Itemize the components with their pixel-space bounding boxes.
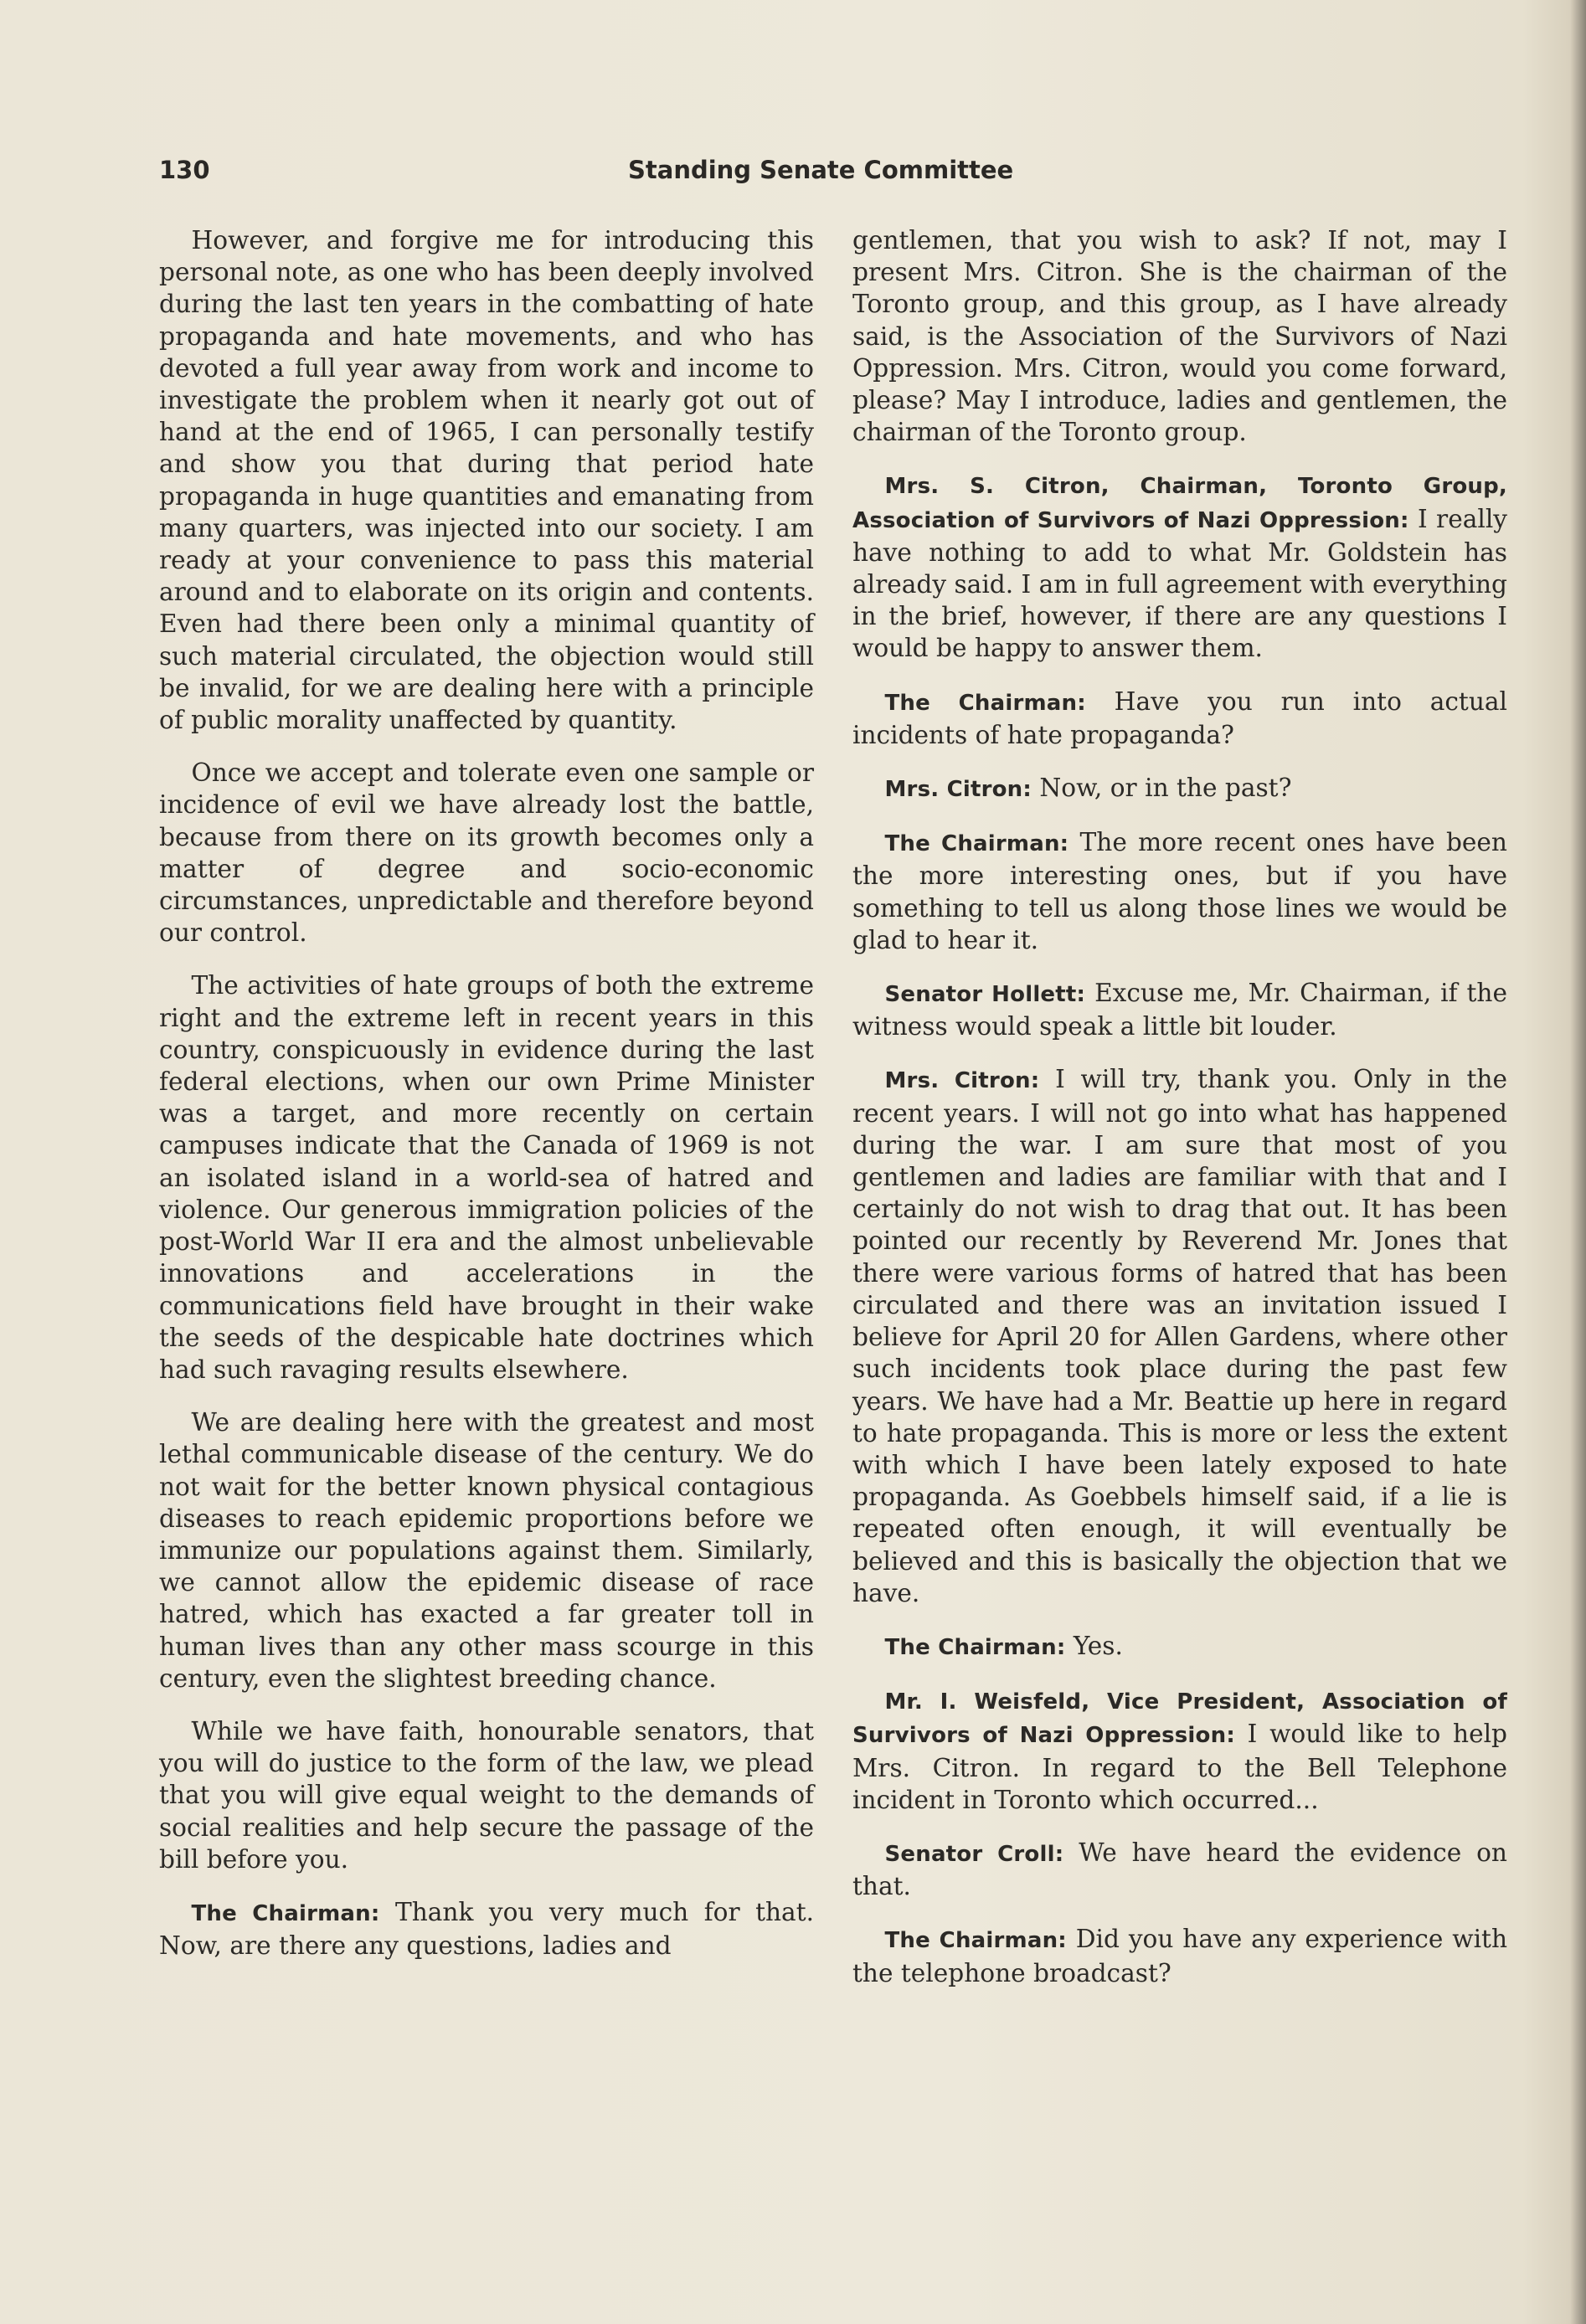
speech-text: Thank you very much for that. Now, are there any questions, ladies and [159, 1897, 814, 1961]
running-head: Standing Senate Committee [628, 156, 1014, 184]
paragraph-hate-groups: The activities of hate groups of both the extreme right and the extreme left in recent years in this country, conspicuously in evidence during the last federal elections, when our own Prime Minister was a target, and more recently on certain campuses indicate that the Canada of 1969 is not an isolated island in a world-sea of hatred and violence. Our generous immigration policies of the post-World War II era and the almost unbelievable innovations and accelerations in the communications field have brought in their wake the seeds of the despicable hate doctrines which had such ravaging results elsewhere. [159, 971, 814, 1384]
paragraph-personal-note: However, and forgive me for introducing this personal note, as one who has been deeply involved during the last ten years in the combatting of hate propaganda and hate movements, and who has devoted a full year away from work and income to investigate the problem when it nearly got out of hand at the end of 1965, I can personally testify and show you that during that period hate propaganda in huge quantities and emanating from many quarters, was injected into our society. I am ready at your convenience to pass this material around and to elaborate on its origin and contents. Even had there been only a minimal quantity of such material circulated, the objection would still be invalid, for we are dealing here with a principle of public morality unaffected by quantity. [159, 226, 814, 735]
speech-text: Now, or in the past? [1031, 774, 1292, 803]
speech-chairman-question [852, 686, 1507, 751]
speech-citron-now-or-past [852, 772, 1507, 805]
speech-hollett-louder [852, 977, 1507, 1042]
page-header [159, 156, 1516, 198]
speaker-name: Mrs. Citron: [884, 1068, 1040, 1094]
speech-croll [852, 1837, 1507, 1902]
speech-chairman-broadcast [852, 1923, 1507, 1988]
speaker-name: Senator Hollett: [884, 982, 1086, 1008]
paragraph-plea: While we have faith, honourable senators, that you will do justice to the form of the law, we plead that you will give equal weight to the demands of social realities and help secure the passage of the bill before you. [159, 1716, 814, 1874]
paragraph-tolerate-evil: Once we accept and tolerate even one sample or incidence of evil we have already lost the battle, because from there on its growth becomes only a matter of degree and socio-economic circumstances, unpredictable and therefore beyond our control. [159, 758, 814, 948]
speaker-name: The Chairman: [884, 1634, 1066, 1660]
speaker-name: The Chairman: [191, 1900, 380, 1926]
speech-text: I will try, thank you. Only in the recent years. I will not go into what has happened during the war. I am sure that most of you gentlemen and ladies are familiar with that and I certainly do not wish to drag that out. It has been pointed our recently by Reverend Mr. Jones that there were various forms of hatred that has been circulated and there was an invitation issued I believe for April 20 for Allen Gardens, where other such incidents took place during the past few years. We have had a Mr. Beattie up here in regard to hate propaganda. This is more or less the extent with which I have been lately exposed to hate propaganda. As Goebbels himself said, if a lie is repeated often enough, it will eventually be believed and this is basically the objection that we have. [852, 1065, 1507, 1607]
page-number: 130 [159, 156, 210, 184]
speech-chairman-thanks [159, 1896, 814, 1962]
speech-text: Yes. [1065, 1631, 1123, 1660]
speech-text: We have heard the evidence on that. [852, 1838, 1507, 1901]
speech-text: Have you run into actual incidents of hate propaganda? [852, 686, 1507, 749]
speech-text: Excuse me, Mr. Chairman, if the witness would speak a little bit louder. [852, 979, 1507, 1041]
speaker-name: Mr. I. Weisfeld, Vice President, Association of Survivors of Nazi Oppression: [852, 1689, 1507, 1749]
speaker-name: The Chairman: [884, 831, 1069, 857]
speech-weisfeld [852, 1684, 1507, 1816]
speech-text: I really have nothing to add to what Mr. Goldstein has already said. I am in full agreement with everything in the brief, however, if there are any questions I would be happy to answer them. [852, 504, 1507, 663]
speaker-name: Mrs. Citron: [884, 777, 1032, 803]
speaker-name: Mrs. S. Citron, Chairman, Toronto Group, Association of Survivors of Nazi Oppression: [852, 474, 1507, 533]
speech-text: I would like to help Mrs. Citron. In regard to the Bell Telephone incident in Toronto which occurred... [852, 1720, 1507, 1814]
speech-text: Did you have any experience with the telephone broadcast? [852, 1925, 1507, 1987]
speech-chairman-recent [852, 826, 1507, 956]
speaker-name: Senator Croll: [884, 1841, 1064, 1867]
paragraph-communicable-disease: We are dealing here with the greatest and most lethal communicable disease of the century. We do not wait for the better known physical contagious diseases to reach epidemic proportions before we immunize our populations against them. Similarly, we cannot allow the epidemic disease of race hatred, which has exacted a far greater toll in human lives than any other mass scourge in this century, even the slightest breeding chance. [159, 1408, 814, 1693]
right-column [852, 224, 1507, 2010]
left-column [159, 224, 814, 1982]
speech-citron-testimony [852, 1063, 1507, 1608]
speech-text: The more recent ones have been the more interesting ones, but if you have something to tell us along those lines we would be glad to hear it. [852, 828, 1507, 954]
speech-citron-intro [852, 469, 1507, 664]
speaker-name: The Chairman: [884, 690, 1086, 716]
speaker-name: The Chairman: [884, 1928, 1067, 1954]
speech-chairman-yes [852, 1630, 1507, 1663]
paragraph-introduce-citron: gentlemen, that you wish to ask? If not, may I present Mrs. Citron. She is the chairman of the Toronto group, and this group, as I have already said, is the Association of the Survivors of Nazi Oppression. Mrs. Citron, would you come forward, please? May I introduce, ladies and gentlemen, the chairman of the Toronto group. [852, 226, 1507, 447]
